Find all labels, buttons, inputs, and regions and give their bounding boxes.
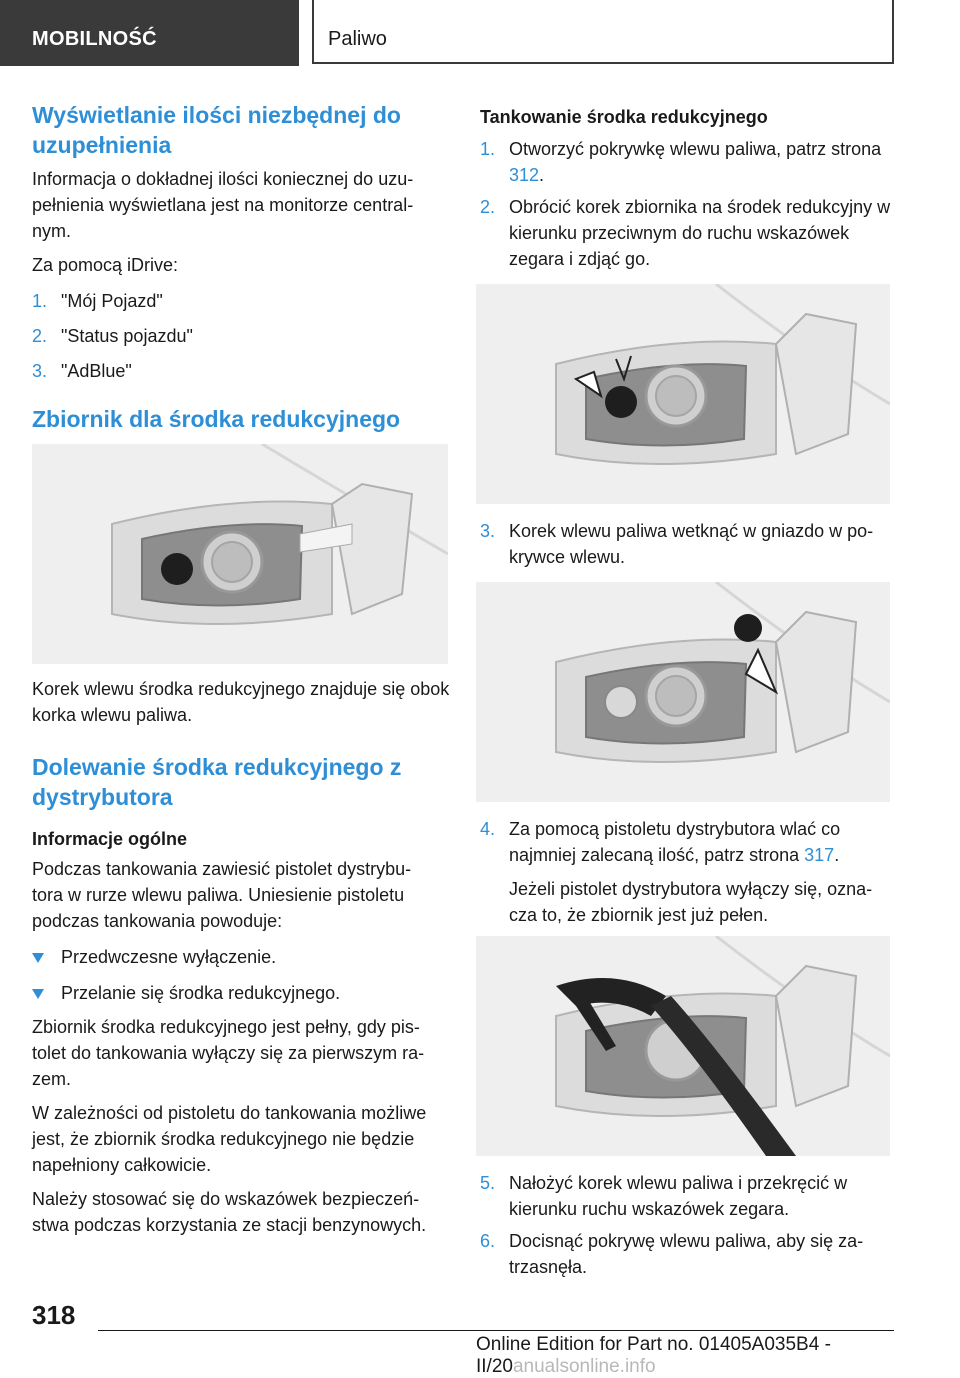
para-idrive: Za pomocą iDrive: (32, 255, 179, 275)
list-item (32, 288, 450, 314)
figure-stow-cap (476, 582, 890, 802)
list-item (480, 1170, 889, 1222)
list-item (480, 136, 889, 188)
section-title: MOBILNOŚĆ (32, 28, 157, 50)
watermark-text: anualsonline.info (512, 1356, 656, 1377)
step-number: 5. (480, 1173, 496, 1193)
para-display-info: Informacja o dokładnej ilości koniecznej do uzu-pełnienia wyświetlana jest na monitorze central-nym. (32, 169, 414, 241)
step-text: "Status pojazdu" (61, 326, 193, 346)
heading-refill: Dolewanie środka redukcyjnego z dystrybutora (32, 754, 402, 810)
step-text: "AdBlue" (61, 361, 132, 381)
step-text: Nałożyć korek wlewu paliwa i przekręcić w kierunku ruchu wskazówek zegara. (509, 1173, 848, 1219)
heading-refuel: Tankowanie środka redukcyjnego (480, 107, 768, 127)
list-item (480, 194, 894, 272)
page-link[interactable]: 312 (509, 165, 540, 185)
list-item (480, 518, 894, 570)
step-text: Otworzyć pokrywkę wlewu paliwa, patrz strona (509, 139, 882, 159)
list-item (480, 1228, 909, 1280)
bullet-text: Przelanie się środka redukcyjnego. (61, 983, 341, 1003)
figure-remove-cap (476, 284, 890, 504)
step-number: 4. (480, 819, 496, 839)
step-end: . (834, 845, 840, 865)
step-number: 6. (480, 1231, 496, 1251)
page-link[interactable]: 317 (804, 845, 835, 865)
para-full: Zbiornik środka redukcyjnego jest pełny, gdy pis-tolet do tankowania wyłączy się za pierwszym ra-zem. (32, 1017, 425, 1089)
step-text: Obrócić korek zbiornika na środek redukcyjny w kierunku przeciwnym do ruchu wskazówek zegara i zdjąć go. (509, 197, 891, 269)
right-column (480, 104, 894, 272)
list-item (32, 358, 450, 384)
filler-flap-illustration (32, 444, 448, 664)
refuel-steps-b (480, 518, 894, 570)
section-tab (0, 0, 299, 66)
stow-cap-illustration (476, 582, 890, 802)
figure-dispenser (476, 936, 890, 1156)
left-column (32, 100, 450, 434)
effects-list (32, 944, 450, 1006)
refuel-steps-d (480, 1170, 894, 1280)
heading-tank: Zbiornik dla środka redukcyjnego (32, 406, 401, 432)
refuel-steps-a (480, 136, 894, 272)
footer-rule (98, 1330, 894, 1331)
list-item (32, 944, 450, 970)
step-text: Korek wlewu paliwa wetknąć w gniazdo w po-krywce wlewu. (509, 521, 874, 567)
para-step4-note: Jeżeli pistolet dystrybutora wyłączy się, ozna-cza to, że zbiornik jest już pełen. (509, 879, 873, 925)
idrive-steps (32, 288, 450, 384)
step-text: Za pomocą pistoletu dystrybutora wlać co najmniej zalecaną ilość, patrz strona (509, 819, 841, 865)
dispenser-illustration (476, 936, 890, 1156)
step-text: "Mój Pojazd" (61, 291, 163, 311)
heading-display-amount: Wyświetlanie ilości niezbędnej do uzupełnienia (32, 102, 401, 158)
para-safety: Należy stosować się do wskazówek bezpieczeń-stwa podczas korzystania ze stacji benzynowych. (32, 1189, 427, 1235)
step-number: 3. (480, 521, 496, 541)
step-number: 3. (32, 361, 48, 381)
para-depend: W zależności od pistoletu do tankowania możliwe jest, że zbiornik środka redukcyjnego nie będzie napełniony całkowicie. (32, 1103, 427, 1175)
bullet-triangle-icon (32, 989, 44, 999)
chapter-title: Paliwo (328, 28, 387, 50)
para-general: Podczas tankowania zawiesić pistolet dystrybu-tora w rurze wlewu paliwa. Uniesienie pistoletu podczas tankowania powoduje: (32, 859, 412, 931)
list-item (32, 980, 450, 1006)
step-end: . (539, 165, 545, 185)
step-number: 1. (32, 291, 48, 311)
bullet-text: Przedwczesne wyłączenie. (61, 947, 277, 967)
figure-tank-location (32, 444, 448, 664)
refuel-steps-c (480, 816, 894, 868)
heading-general: Informacje ogólne (32, 829, 188, 849)
footer-edition (476, 1334, 960, 1378)
list-item (480, 816, 889, 868)
edition-text: Online Edition for Part no. 01405A035B4 - II/20 (476, 1334, 831, 1377)
para-tank-location: Korek wlewu środka redukcyjnego znajduje się obok korka wlewu paliwa. (32, 679, 450, 725)
remove-cap-illustration (476, 284, 890, 504)
left-column-lower (32, 676, 450, 1238)
step-number: 2. (480, 197, 496, 217)
step-text: Docisnąć pokrywę wlewu paliwa, aby się za-trzasnęła. (509, 1231, 864, 1277)
step-number: 2. (32, 326, 48, 346)
list-item (32, 323, 450, 349)
chapter-tab (312, 0, 894, 64)
page-header (0, 0, 960, 66)
page-number: 318 (32, 1300, 76, 1330)
bullet-triangle-icon (32, 953, 44, 963)
step-number: 1. (480, 139, 496, 159)
